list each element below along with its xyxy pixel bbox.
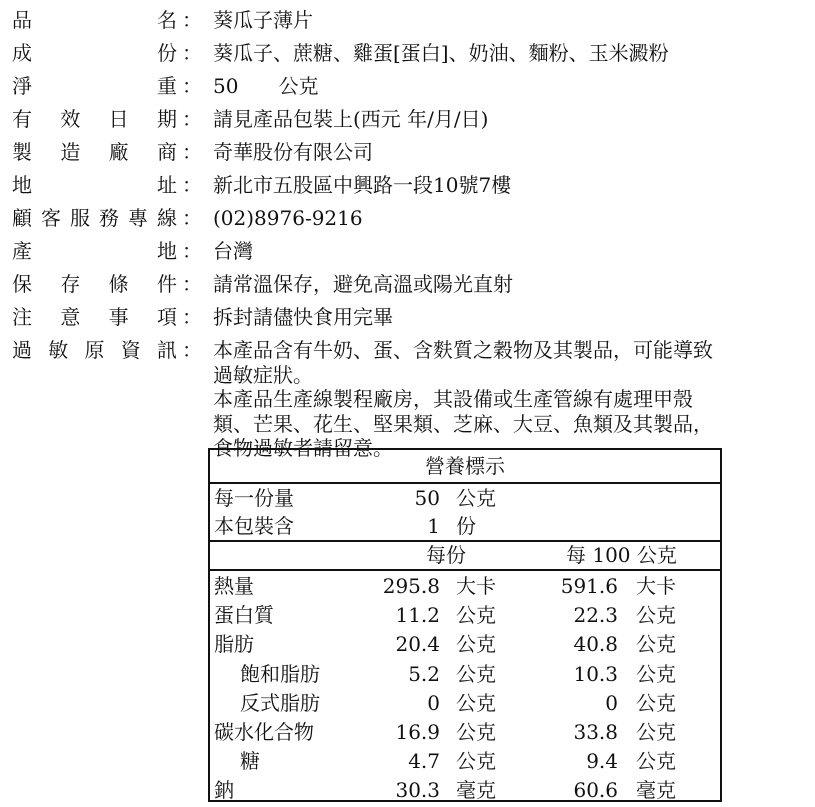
- nutrition-title: 營養標示: [425, 454, 505, 478]
- info-row: [0, 4, 815, 36]
- nutrient-per-serving: 5.2: [408, 661, 440, 686]
- info-label: [12, 4, 177, 36]
- servings-value: 1: [427, 514, 440, 538]
- info-label-char: 訊: [157, 338, 177, 362]
- info-label-char: 資: [120, 338, 141, 362]
- info-label-char: 件: [156, 272, 177, 296]
- info-label-char: 地: [12, 173, 32, 197]
- info-value: 請見產品包裝上(西元 年/月/日): [213, 107, 489, 131]
- info-label-char: 客: [41, 206, 61, 230]
- info-label-char: 地: [157, 239, 177, 263]
- nutrient-name: 蛋白質: [214, 603, 274, 628]
- info-label-char: 名: [157, 8, 177, 32]
- nutrition-table: [208, 448, 722, 802]
- info-label-char: 效: [60, 107, 81, 131]
- info-value: 新北市五股區中興路一段10號7樓: [213, 173, 512, 197]
- info-label: [12, 301, 177, 333]
- nutrient-unit-per-serving: 公克: [456, 749, 496, 774]
- nutrient-per-serving: 16.9: [395, 720, 440, 744]
- info-colon: ：: [182, 206, 202, 230]
- info-colon: ：: [182, 239, 202, 263]
- info-label-char: 存: [60, 272, 81, 296]
- info-colon: ：: [182, 272, 202, 296]
- info-label-char: 製: [12, 140, 32, 164]
- allergy-line: 類、芒果、花生、堅果類、芝麻、大豆、魚類及其製品，: [213, 411, 713, 436]
- nutrient-per-100g: 33.8: [573, 720, 618, 744]
- info-value: (02)8976-9216: [213, 206, 363, 230]
- info-label-char: 成: [12, 41, 32, 65]
- info-label: [12, 136, 177, 168]
- info-label: [12, 235, 177, 267]
- serving-size-value: 50: [414, 486, 440, 510]
- info-colon: ：: [182, 173, 202, 197]
- col-header-per-serving: 每份: [426, 543, 466, 567]
- allergy-line: 過敏症狀。: [213, 362, 313, 387]
- info-label: [12, 103, 177, 135]
- info-label-char: 產: [12, 239, 32, 263]
- nutrient-per-100g: 40.8: [573, 632, 618, 657]
- info-colon: ：: [182, 107, 202, 131]
- nutrient-name: 熱量: [214, 574, 254, 598]
- info-row: [0, 169, 815, 201]
- info-row: [0, 202, 815, 234]
- nutrient-unit-per-serving: 毫克: [456, 778, 496, 803]
- info-label-char: 務: [99, 206, 119, 230]
- info-row: [0, 103, 815, 135]
- info-label: [12, 37, 177, 69]
- info-colon: ：: [182, 140, 202, 164]
- allergy-line: 食物過敏者請留意。: [213, 436, 393, 460]
- info-label-char: 有: [12, 107, 32, 131]
- info-label-char: 品: [12, 8, 32, 32]
- nutrient-unit-per-100g: 公克: [636, 720, 676, 744]
- nutrient-unit-per-100g: 公克: [636, 632, 676, 657]
- nutrient-unit-per-100g: 毫克: [636, 778, 676, 803]
- allergy-line: 本產品含有牛奶、蛋、含麩質之穀物及其製品，可能導致: [213, 338, 713, 362]
- info-value: 台灣: [213, 239, 253, 263]
- nutrient-per-100g: 9.4: [586, 749, 618, 774]
- nutrient-unit-per-100g: 公克: [636, 661, 676, 686]
- info-colon: ：: [182, 41, 202, 65]
- info-label-char: 期: [156, 107, 177, 131]
- info-colon: ：: [182, 338, 202, 362]
- info-label: [12, 268, 177, 300]
- info-label-char: 址: [157, 173, 177, 197]
- nutrient-per-100g: 22.3: [573, 603, 618, 628]
- servings-unit: 份: [456, 514, 476, 538]
- nutrient-per-serving: 30.3: [395, 778, 440, 803]
- info-row: [0, 70, 815, 102]
- info-value: 50 公克: [213, 74, 319, 98]
- nutrient-unit-per-serving: 公克: [456, 632, 496, 657]
- nutrient-name: 糖: [240, 749, 260, 774]
- serving-size-label: 每一份量: [214, 486, 294, 510]
- nutrient-unit-per-100g: 公克: [636, 749, 676, 774]
- info-label-char: 淨: [12, 74, 32, 98]
- info-colon: ：: [182, 305, 202, 329]
- nutrient-per-serving: 295.8: [382, 574, 440, 598]
- info-label-char: 顧: [12, 206, 32, 230]
- info-value: 奇華股份有限公司: [213, 140, 373, 164]
- nutrient-per-serving: 20.4: [395, 632, 440, 657]
- nutrient-per-100g: 60.6: [573, 778, 618, 803]
- nutrient-unit-per-serving: 公克: [456, 603, 496, 628]
- nutrient-per-serving: 0: [427, 690, 440, 715]
- nutrient-per-100g: 10.3: [573, 661, 618, 686]
- info-label-char: 服: [70, 206, 90, 230]
- nutrient-name: 鈉: [214, 778, 234, 803]
- info-label-char: 過: [12, 338, 32, 362]
- info-label: [12, 334, 177, 366]
- info-colon: ：: [182, 8, 202, 32]
- nutrient-unit-per-100g: 公克: [636, 603, 676, 628]
- info-label-char: 商: [156, 140, 177, 164]
- info-label-char: 日: [108, 107, 129, 131]
- nutrient-unit-per-100g: 大卡: [636, 574, 676, 598]
- info-label-char: 原: [84, 338, 105, 362]
- info-colon: ：: [182, 74, 202, 98]
- info-value: 拆封請儘快食用完畢: [213, 305, 393, 329]
- info-row: [0, 235, 815, 267]
- info-label-char: 保: [12, 272, 32, 296]
- col-header-per-100g: 每 100 公克: [566, 543, 677, 567]
- info-label-char: 條: [108, 272, 129, 296]
- info-label-char: 份: [157, 41, 177, 65]
- info-label-char: 項: [156, 305, 177, 329]
- info-row: [0, 136, 815, 168]
- nutrient-name: 反式脂肪: [240, 690, 320, 715]
- nutrient-per-100g: 591.6: [560, 574, 618, 598]
- info-label: [12, 70, 177, 102]
- nutrient-per-100g: 0: [605, 690, 618, 715]
- info-label-char: 事: [108, 305, 129, 329]
- servings-label: 本包裝含: [214, 514, 294, 538]
- info-value: 請常溫保存，避免高溫或陽光直射: [213, 272, 513, 296]
- info-label-char: 造: [60, 140, 81, 164]
- nutrient-unit-per-serving: 大卡: [456, 574, 496, 598]
- nutrient-name: 飽和脂肪: [240, 661, 320, 686]
- allergy-line: 本產品生產線製程廠房，其設備或生產管線有處理甲殼: [213, 387, 693, 411]
- nutrient-per-serving: 11.2: [395, 603, 440, 628]
- info-label-char: 廠: [108, 140, 129, 164]
- info-label-char: 線: [157, 206, 177, 230]
- serving-size-unit: 公克: [456, 486, 496, 510]
- info-label-char: 注: [12, 305, 32, 329]
- info-label-char: 專: [128, 206, 148, 230]
- info-value: 葵瓜子薄片: [213, 8, 313, 32]
- info-label-char: 敏: [48, 338, 69, 362]
- info-label: [12, 169, 177, 201]
- nutrient-unit-per-serving: 公克: [456, 720, 496, 744]
- nutrient-name: 碳水化合物: [214, 720, 314, 744]
- info-label: [12, 202, 177, 234]
- info-label-char: 重: [157, 74, 177, 98]
- info-row: [0, 301, 815, 333]
- nutrient-unit-per-100g: 公克: [636, 690, 676, 715]
- info-label-char: 意: [60, 305, 81, 329]
- nutrient-per-serving: 4.7: [408, 749, 440, 774]
- info-row: [0, 268, 815, 300]
- nutrient-name: 脂肪: [214, 632, 254, 657]
- nutrient-unit-per-serving: 公克: [456, 690, 496, 715]
- info-value: 葵瓜子、蔗糖、雞蛋[蛋白]、奶油、麵粉、玉米澱粉: [213, 41, 669, 65]
- nutrient-unit-per-serving: 公克: [456, 661, 496, 686]
- info-row: [0, 37, 815, 69]
